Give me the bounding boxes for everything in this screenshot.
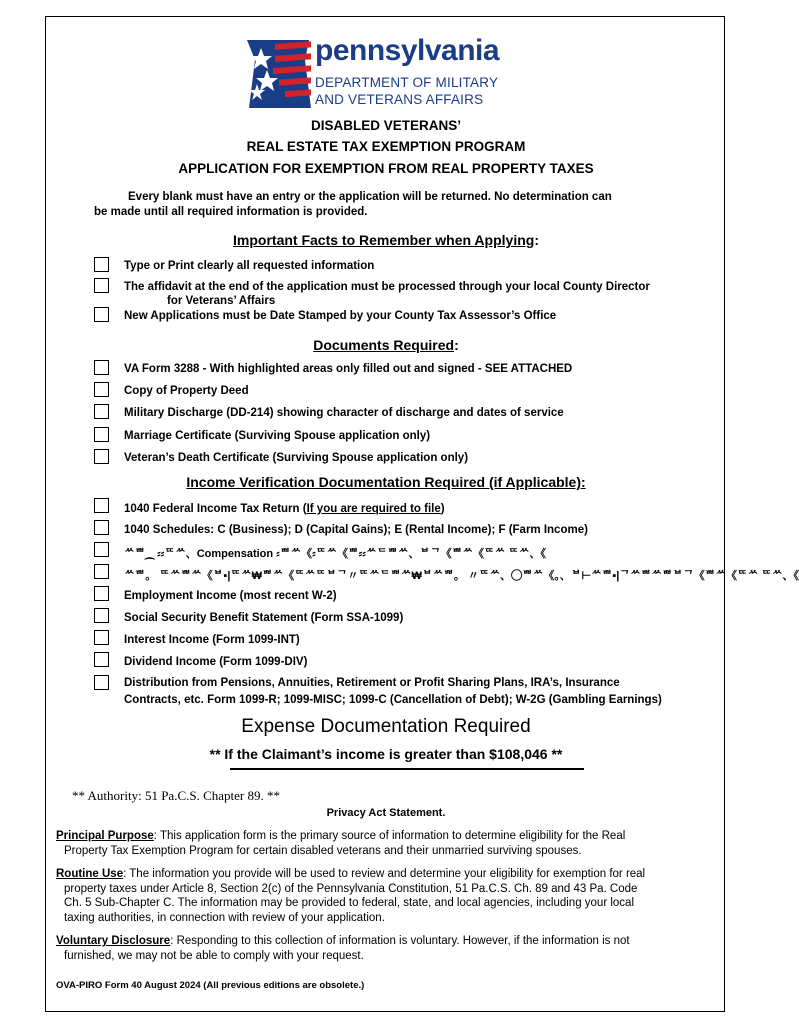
facts-item-1: Type or Print clearly all requested information	[124, 260, 375, 272]
logo-pennsylvania: pennsylvania	[315, 34, 500, 67]
doc-item-5: Veteran’s Death Certificate (Surviving Spouse application only)	[124, 452, 469, 464]
title-line3: APPLICATION FOR EXEMPTION FROM REAL PROPERTY TAXES	[178, 161, 594, 176]
checkbox-income-9[interactable]	[94, 675, 109, 690]
principal-purpose: Principal Purpose: This application form is the primary source of information to determine eligibility for the Real Property Tax Exemption Program for certain disabled veterans and their unmarried surviving spouses.	[56, 830, 626, 857]
income-item-4-garbled: ᄊᄈ。 ᄄᄊᄈᄊ《ᄇ▪|ᄄᄊ₩ᄈᄊ《ᄄᄊᄄᄇᄀ〃ᄄᄊᄃᄈᄊ₩ᄇᄊᄈ。 〃ᄄᄊ、◯ᄈᄊ《。、ᄇ⊢ᄊᄈ▪|ᄀᄊᄈᄊᄈᄇᄀ《ᄈᄊ《ᄄᄊ ᄄᄊ、《	[124, 570, 799, 582]
income-item-8: Dividend Income (Form 1099-DIV)	[124, 656, 308, 668]
checkbox-facts-3[interactable]	[94, 307, 109, 322]
logo-dept-line1: DEPARTMENT OF MILITARY	[315, 75, 499, 90]
facts-heading: Important Facts to Remember when Applying	[233, 232, 535, 248]
checkbox-income-6[interactable]	[94, 608, 109, 623]
income-item-5: Employment Income (most recent W-2)	[124, 590, 337, 602]
routine-use: Routine Use: The information you provide will be used to review and determine your eligibility for exemption for real property taxes under Article 8, Section 2(c) of the Pennsylvania Constitution, 51 Pa.C.S. Ch. 89 and 43 Pa. Code Ch. 5 Sub-Chapter C. The information may be provided to federal, state, and local agencies, including your local taxing authorities, in connection with review of your application.	[56, 868, 646, 924]
income-item-3-garbled: ᄊᄈ⁔ ⸗⸗ᄄᄊ、Compensation ⸗ᄈᄊ《⸗ᄄᄊ《ᄈ⸗⸗ᄊᄃᄈᄊ、ᄇᄀ《ᄈᄊ《ᄄᄊ ᄄᄊ、《	[124, 548, 547, 560]
title-line2: REAL ESTATE TAX EXEMPTION PROGRAM	[246, 139, 526, 154]
pa-dmva-logo	[245, 36, 535, 110]
checkbox-facts-1[interactable]	[94, 257, 109, 272]
checkbox-facts-2[interactable]	[94, 278, 109, 293]
privacy-heading: Privacy Act Statement.	[326, 807, 446, 819]
facts-item-3: New Applications must be Date Stamped by your County Tax Assessor’s Office	[124, 310, 557, 322]
checkbox-income-4[interactable]	[94, 564, 109, 579]
notice-line2: be made until all required information is provided.	[94, 206, 368, 218]
checkbox-income-1[interactable]	[94, 498, 109, 513]
checkbox-income-7[interactable]	[94, 630, 109, 645]
income-item-9: Distribution from Pensions, Annuities, Retirement or Profit Sharing Plans, IRA’s, Insurance	[124, 677, 620, 689]
authority-statement: ** Authority: 51 Pa.C.S. Chapter 89. **	[72, 788, 280, 803]
checkbox-doc-4[interactable]	[94, 427, 109, 442]
checkbox-income-2[interactable]	[94, 520, 109, 535]
checkbox-income-8[interactable]	[94, 652, 109, 667]
logo-dept-line2: AND VETERANS AFFAIRS	[315, 92, 484, 107]
checkbox-doc-1[interactable]	[94, 360, 109, 375]
doc-item-4: Marriage Certificate (Surviving Spouse application only)	[124, 430, 431, 442]
income-item-1: 1040 Federal Income Tax Return (If you are required to file)	[124, 503, 445, 515]
form-footer: OVA-PIRO Form 40 August 2024 (All previous editions are obsolete.)	[56, 980, 365, 991]
doc-item-3: Military Discharge (DD-214) showing character of discharge and dates of service	[124, 407, 564, 419]
voluntary-disclosure: Voluntary Disclosure: Responding to this collection of information is voluntary. However, if the information is not furnished, we may not be able to comply with your request.	[56, 935, 630, 962]
notice-line1: Every blank must have an entry or the application will be returned. No determination can	[128, 191, 612, 203]
checkbox-income-5[interactable]	[94, 586, 109, 601]
checkbox-doc-3[interactable]	[94, 404, 109, 419]
checkbox-doc-5[interactable]	[94, 449, 109, 464]
checkbox-doc-2[interactable]	[94, 382, 109, 397]
documents-heading: Documents Required	[313, 337, 455, 353]
doc-item-1: VA Form 3288 - With highlighted areas only filled out and signed - SEE ATTACHED	[124, 363, 573, 375]
threshold-underline	[230, 768, 584, 770]
checkbox-income-3[interactable]	[94, 542, 109, 557]
title-line1: DISABLED VETERANS’	[310, 118, 462, 133]
income-item-7: Interest Income (Form 1099-INT)	[124, 634, 300, 646]
expense-heading: Expense Documentation Required	[241, 716, 531, 737]
facts-item-2: The affidavit at the end of the application must be processed through your local County Director	[124, 281, 650, 293]
income-heading: Income Verification Documentation Required (if Applicable):	[186, 474, 586, 490]
income-item-9-cont: Contracts, etc. Form 1099-R; 1099-MISC; 1099-C (Cancellation of Debt); W-2G (Gambling Earnings)	[124, 694, 662, 706]
income-item-2: 1040 Schedules: C (Business); D (Capital Gains); E (Rental Income); F (Farm Income)	[124, 524, 588, 536]
facts-item-2-cont: for Veterans’ Affairs	[167, 295, 276, 307]
doc-item-2: Copy of Property Deed	[124, 385, 249, 397]
keystone-flag-icon	[245, 36, 313, 110]
expense-threshold: ** If the Claimant’s income is greater than $108,046 **	[209, 746, 563, 762]
income-item-6: Social Security Benefit Statement (Form SSA-1099)	[124, 612, 404, 624]
